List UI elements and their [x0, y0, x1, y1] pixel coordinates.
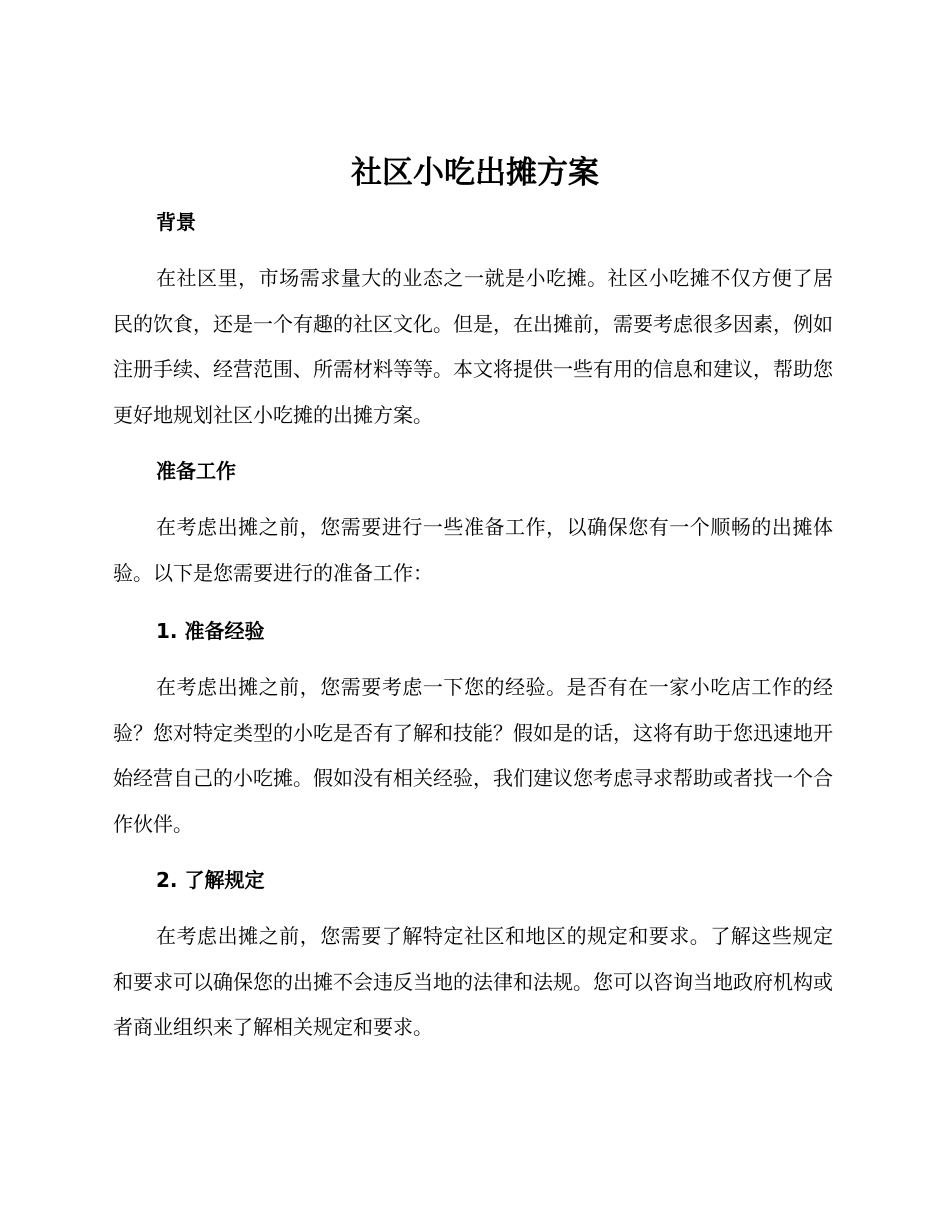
section-heading-experience: 1. 准备经验 [156, 619, 265, 643]
section-heading-background: 背景 [156, 210, 196, 234]
page-title: 社区小吃出摊方案 [351, 155, 599, 191]
section-paragraph-preparation: 在考虑出摊之前，您需要进行一些准备工作，以确保您有一个顺畅的出摊体验。以下是您需要进行的准备工作： [113, 515, 833, 585]
section-paragraph-regulations: 在考虑出摊之前，您需要了解特定社区和地区的规定和要求。了解这些规定和要求可以确保您的出摊不会违反当地的法律和法规。您可以咨询当地政府机构或者商业组织来了解相关规定和要求。 [113, 924, 833, 1039]
section-heading-regulations: 2. 了解规定 [156, 868, 265, 892]
section-paragraph-background: 在社区里，市场需求量大的业态之一就是小吃摊。社区小吃摊不仅方便了居民的饮食，还是一个有趣的社区文化。但是，在出摊前，需要考虑很多因素，例如注册手续、经营范围、所需材料等等。本文将提供一些有用的信息和建议，帮助您更好地规划社区小吃摊的出摊方案。 [113, 266, 833, 427]
section-paragraph-experience: 在考虑出摊之前，您需要考虑一下您的经验。是否有在一家小吃店工作的经验？您对特定类型的小吃是否有了解和技能？假如是的话，这将有助于您迅速地开始经营自己的小吃摊。假如没有相关经验，我们建议您考虑寻求帮助或者找一个合作伙伴。 [113, 675, 833, 836]
section-heading-preparation: 准备工作 [156, 459, 236, 483]
